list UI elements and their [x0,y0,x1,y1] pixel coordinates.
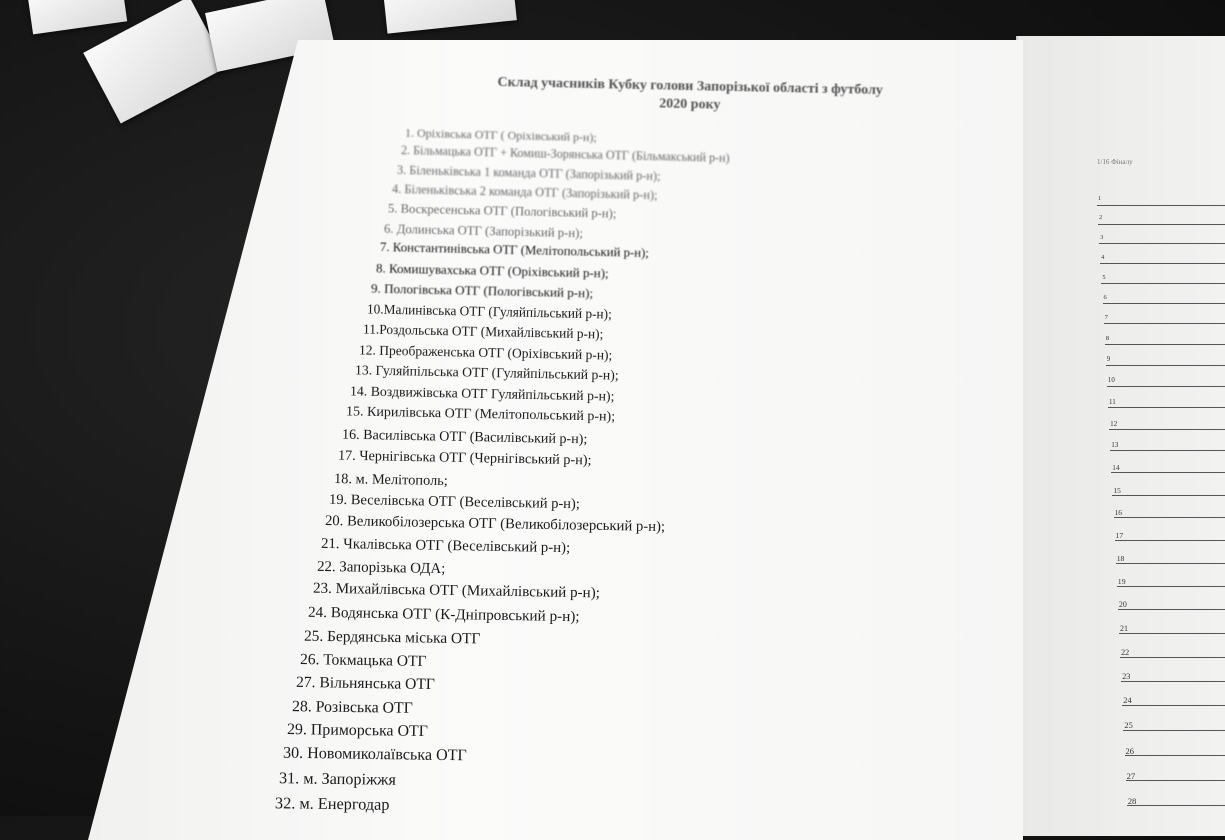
bracket-line [1121,681,1225,682]
bracket-number: 10 [1108,377,1115,384]
bracket-number: 14 [1112,463,1119,472]
bracket-line [1119,633,1225,634]
participant-entry: 2. Більмацька ОТГ + Комиш-Зорянська ОТГ (Більмакський р-н) [401,143,730,166]
participant-entry: 32. м. Енергодар [275,793,390,815]
bracket-line [1112,495,1225,496]
paper-scrap [383,0,517,34]
participant-entry: 12. Преображенська ОТГ (Оріхівський р-н); [359,342,613,363]
bracket-number: 13 [1111,441,1118,449]
bracket-line [1109,429,1225,430]
bracket-number: 9 [1107,356,1110,363]
bracket-number: 3 [1100,234,1103,241]
participant-entry: 14. Воздвижівська ОТГ Гуляйпільський р-н); [350,384,615,405]
bracket-number: 18 [1117,554,1125,563]
title-line: Склад учасників Кубку голови Запорізької області з футболу [410,72,970,102]
bracket-line [1099,243,1225,244]
bracket-line [1105,344,1225,345]
participant-entry: 13. Гуляйпільська ОТГ (Гуляйпільський р-н); [354,363,618,384]
bracket-number: 6 [1104,294,1107,301]
bracket-number: 11 [1109,398,1116,406]
bracket-number: 8 [1106,335,1109,342]
year-line: 2020 року [410,90,970,120]
bracket-number: 19 [1118,577,1126,586]
bracket-line [1118,609,1225,610]
participant-entry: 15. Кирилівська ОТГ (Мелітопольський р-н); [346,405,615,426]
bracket-number: 22 [1121,648,1129,657]
bracket-line [1126,780,1225,781]
bracket-label: 1/16 Фіналу [1097,158,1133,166]
participant-entry: 8. Комишувахська ОТГ (Оріхівський р-н); [375,261,608,282]
participant-entry: 9. Пологівська ОТГ (Пологівський р-н); [371,281,593,302]
participant-entry: 23. Михайлівська ОТГ (Михайлівський р-н); [312,581,599,603]
paper-scrap [28,0,127,34]
participant-entry: 22. Запорізька ОДА; [317,559,446,578]
bracket-number: 7 [1105,314,1108,321]
bracket-line [1106,365,1225,366]
participant-entry: 26. Токмацька ОТГ [300,651,427,671]
bracket-number: 25 [1124,721,1132,730]
participant-entry: 1. Оріхівська ОТГ ( Оріхівський р-н); [405,126,597,146]
bracket-number: 27 [1127,771,1136,781]
bracket-line [1120,657,1225,658]
participant-entry: 29. Приморська ОТГ [287,721,428,741]
bracket-number: 12 [1110,420,1117,428]
bracket-line [1110,450,1225,451]
participant-entry: 24. Водянська ОТГ (К-Дніпровський р-н); [308,603,580,625]
participant-entry: 20. Великобілозерська ОТГ (Великобілозерський р-н); [325,513,665,536]
participant-entry: 6. Долинська ОТГ (Запорізький р-н); [384,221,583,241]
bracket-number: 28 [1128,796,1137,806]
participant-entry: 4. Біленьківська 2 команда ОТГ (Запорізький р-н); [392,182,658,203]
bracket-line [1117,586,1225,587]
bracket-line [1127,805,1225,806]
bracket-number: 2 [1099,215,1102,221]
bracket-line [1100,263,1225,264]
bracket-line [1116,563,1225,564]
participant-entry: 30. Новомиколаївська ОТГ [283,745,467,766]
participant-entry: 11.Роздольська ОТГ (Михайлівський р-н); [363,321,604,342]
participant-entry: 21. Чкалівська ОТГ (Веселівський р-н); [321,536,570,557]
participant-entry: 16. Василівська ОТГ (Василівський р-н); [342,426,588,448]
participant-entry: 18. м. Мелітополь; [333,471,447,490]
participant-entry: 7. Константинівська ОТГ (Мелітопольський р-н); [380,240,649,261]
bracket-line [1122,705,1225,706]
bracket-line [1098,224,1225,225]
bracket-number: 1 [1098,196,1101,202]
participant-entry: 10.Малинівська ОТГ (Гуляйпільський р-н); [367,301,612,322]
bracket-number: 4 [1101,254,1104,261]
participant-entry: 17. Чернігівська ОТГ (Чернігівський р-н); [338,448,592,470]
bracket-number: 15 [1113,486,1120,495]
bracket-number: 5 [1102,274,1105,281]
participant-entry: 19. Веселівська ОТГ (Веселівський р-н); [329,491,580,513]
bracket-sheet [1016,36,1225,836]
bracket-line [1103,303,1225,304]
bracket-line [1111,472,1225,473]
bracket-line [1114,517,1225,518]
bracket-line [1108,407,1225,408]
participant-entry: 3. Біленьківська 1 команда ОТГ (Запорізький р-н); [396,163,660,184]
bracket-number: 21 [1120,624,1128,633]
bracket-line [1107,386,1225,387]
bracket-line [1125,755,1225,756]
bracket-line [1115,540,1225,541]
bracket-number: 20 [1119,600,1127,609]
bracket-number: 16 [1115,508,1123,517]
participant-entry: 5. Воскресенська ОТГ (Пологівський р-н); [388,202,617,222]
bracket-line [1101,283,1225,284]
participant-entry: 31. м. Запоріжжя [279,769,396,790]
bracket-number: 26 [1126,746,1135,756]
bracket-line [1104,323,1225,324]
participant-entry: 27. Вільнянська ОТГ [296,674,435,694]
bracket-number: 17 [1116,531,1124,540]
bracket-line [1097,205,1225,206]
participant-entry: 25. Бердянська міська ОТГ [304,627,481,648]
bracket-number: 24 [1123,696,1131,705]
bracket-number: 23 [1122,672,1130,681]
participant-entry: 28. Розівська ОТГ [291,698,412,718]
bracket-line [1123,730,1225,731]
